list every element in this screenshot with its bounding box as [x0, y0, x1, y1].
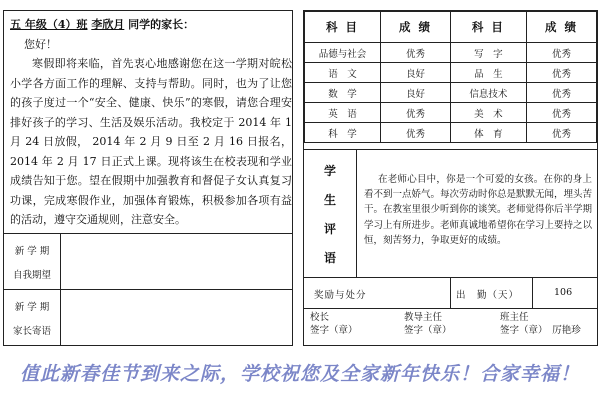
score-cell: 优秀 — [526, 63, 596, 83]
comment-label — [304, 150, 357, 277]
teacher-signature — [500, 311, 581, 337]
table-row — [305, 123, 597, 143]
director-sign: 签字（章） — [404, 325, 452, 336]
label-line: 新 学 期 — [14, 245, 50, 257]
subject-cell: 语 文 — [305, 63, 381, 83]
parent-message-label — [4, 290, 61, 345]
subject-cell: 科 学 — [305, 123, 381, 143]
title-suffix: 同学的家长： — [128, 18, 195, 31]
score-cell: 优秀 — [380, 123, 450, 143]
header-subject: 科 目 — [450, 12, 526, 43]
reward-label: 奖励与处分 — [314, 290, 367, 301]
teacher-title: 班主任 — [500, 312, 529, 323]
attendance-value: 106 — [554, 287, 573, 298]
subject-cell: 信息技术 — [450, 83, 526, 103]
attendance-label: 出 勤（天） — [456, 290, 520, 301]
score-cell: 优秀 — [380, 103, 450, 123]
table-row — [305, 63, 597, 83]
table-row — [305, 83, 597, 103]
subject-cell: 数 学 — [305, 83, 381, 103]
subject-cell: 品德与社会 — [305, 43, 381, 63]
label-line: 新 学 期 — [14, 301, 50, 313]
score-cell: 优秀 — [380, 43, 450, 63]
grade-class: 五 年级（4）班 — [10, 18, 88, 31]
teacher-comment-section — [304, 149, 597, 277]
teacher-comment-text: 在老师心目中，你是一个可爱的女孩。在你的身上看不到一点娇气。每次劳动时你总是默默无闻，埋头苦干。在教室里很少听到你的谈笑。老师觉得你后半学期学习上有所进步。老师真诚地希望你在学习上要持之以恒，刻苦努力，争取更好的成绩。 — [364, 174, 593, 246]
header-score: 成 绩 — [526, 12, 596, 43]
header-score: 成 绩 — [380, 12, 450, 43]
comment-label-char: 生 — [323, 192, 336, 207]
letter-body: 寒假即将来临，首先衷心地感谢您在这一学期对皖松小学各方面工作的理解、支持与帮助。同时，也为了让您的孩子度过一个“安全、健康、快乐”的寒假，请您合理安排好孩子的学习、生活及娱乐活动。我校定于 2014 年 1 月 24 日放假， 2014 年 2 月 9 日至 2 月 16 日报名，2014 年 2 月 17 日正式上课。现将该生在校表现和学业成绩告知于您。望在假期中加强教育和督促子女认真复习功课，完成寒假作业，加强体育锻炼，积极参加各项有益的活动，遵守交通规则，注意安全。 — [10, 57, 292, 226]
subject-cell: 写 字 — [450, 43, 526, 63]
student-name: 李欣月 — [91, 18, 125, 31]
self-expectation-row — [4, 233, 292, 289]
grades-header-row — [305, 12, 597, 43]
reward-attendance-row — [304, 277, 597, 309]
subject-cell: 品 生 — [450, 63, 526, 83]
principal-sign: 签字（章） — [310, 325, 358, 336]
parent-letter-panel — [3, 10, 293, 346]
score-cell: 优秀 — [526, 83, 596, 103]
new-year-banner: 值此新春佳节到来之际，学校祝您及全家新年快乐！合家幸福！ — [19, 363, 580, 385]
score-cell: 良好 — [380, 83, 450, 103]
letter — [10, 15, 292, 230]
table-row — [305, 103, 597, 123]
column-divider — [532, 278, 533, 308]
comment-label-char: 学 — [323, 163, 336, 178]
director-signature — [404, 311, 452, 337]
comment-label-char: 语 — [323, 250, 336, 265]
subject-cell: 美 术 — [450, 103, 526, 123]
subject-cell: 体 育 — [450, 123, 526, 143]
header-subject: 科 目 — [305, 12, 381, 43]
director-title: 教导主任 — [404, 312, 443, 323]
self-expectation-label — [4, 234, 61, 289]
letter-greeting: 您好！ — [24, 37, 57, 51]
report-panel — [303, 10, 598, 346]
column-divider — [450, 278, 451, 308]
score-cell: 优秀 — [526, 43, 596, 63]
letter-title — [10, 15, 292, 35]
label-line: 家长寄语 — [12, 325, 51, 337]
table-row — [305, 43, 597, 63]
subject-cell: 英 语 — [305, 103, 381, 123]
score-cell: 优秀 — [526, 103, 596, 123]
grades-table — [304, 11, 597, 143]
principal-title: 校长 — [310, 312, 330, 323]
comment-label-char: 评 — [323, 221, 336, 236]
label-line: 自我期望 — [12, 269, 51, 281]
principal-signature — [310, 311, 358, 337]
parent-message-row — [4, 289, 292, 345]
score-cell: 优秀 — [526, 123, 596, 143]
teacher-sign: 签字（章） 厉艳珍 — [500, 325, 581, 336]
score-cell: 良好 — [380, 63, 450, 83]
